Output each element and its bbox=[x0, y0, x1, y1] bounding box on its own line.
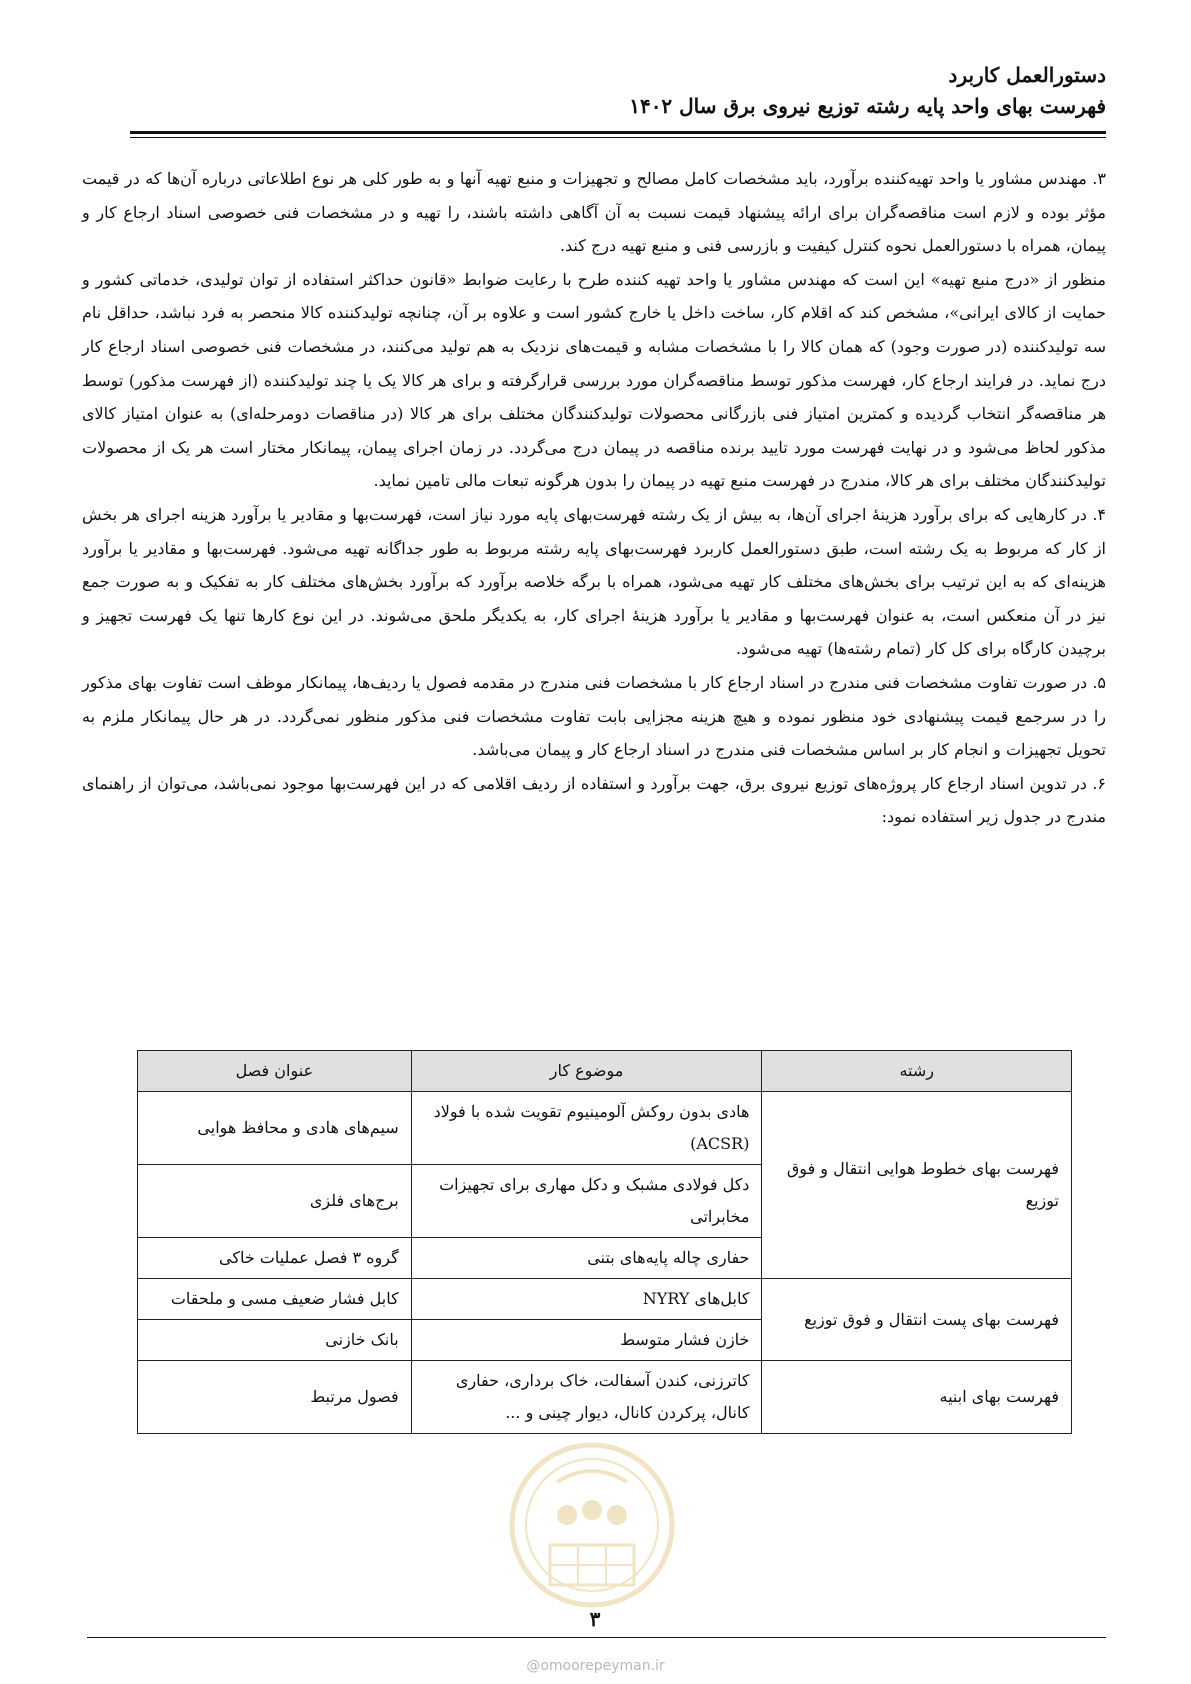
paragraph-3: ۳. مهندس مشاور یا واحد تهیه‌کننده برآورد، باید مشخصات کامل مصالح و تجهیزات و منبع تهیه آنها و به طور کلی هر نوع اطلاعاتی درباره آن‌ها که در قیمت مؤثر بوده و لازم است مناقصه‌گران برای ارائه پیشنهاد قیمت نسبت به آن آگاهی داشته باشند، را تهیه و در مشخصات فنی خصوصی اسناد ارجاع کار و پیمان، همراه با دستورالعمل نحوه کنترل کیفیت و بازرسی فنی و منبع تهیه درج کند. bbox=[82, 169, 1106, 256]
paragraph-6: ۶. در تدوین اسناد ارجاع کار پروژه‌های توزیع نیروی برق، جهت برآورد و استفاده از ردیف اقلامی که در این فهرست‌بها موجود نمی‌باشد، می‌توان از راهنمای مندرج در جدول زیر استفاده نمود: bbox=[82, 773, 1107, 827]
footer-rule bbox=[87, 1637, 1106, 1638]
chapter-cell: سیم‌های هادی و محافظ هوایی bbox=[138, 1092, 412, 1165]
guide-table bbox=[137, 1050, 1072, 1434]
subject-cell: خازن فشار متوسط bbox=[411, 1320, 762, 1361]
header-title: دستورالعمل کاربرد bbox=[948, 63, 1106, 87]
table-row bbox=[138, 1092, 1072, 1165]
paragraph-source-definition: منظور از «درج منبع تهیه» این است که مهندس مشاور یا واحد تهیه کننده طرح با رعایت ضوابط «قانون حداکثر استفاده از توان تولیدی، خدماتی کشور و حمایت از کالای ایرانی»، مشخص کند که اقلام کار، ساخت داخل یا خارج کشور است و علاوه بر آن، چنانچه تولیدکننده کالا منحصر به فرد نباشد، حداقل نام سه تولیدکننده (در صورت وجود) که همان کالا را با مشخصات مشابه و قیمت‌های نزدیک به هم تولید می‌کنند، در مشخصات فنی خصوصی اسناد ارجاع کار درج نماید. در فرایند ارجاع کار، فهرست مذکور توسط مناقصه‌گران مورد بررسی قرارگرفته و برای هر کالا یک یا چند تولیدکننده (از فهرست مذکور) توسط هر مناقصه‌گر انتخاب گردیده و کمترین امتیاز فنی بازرگانی محصولات تولیدکنندگان مختلف برای هر کالا (در مناقصات دومرحله‌ای) به عنوان امتیاز کالای مذکور لحاظ می‌شود و در نهایت فهرست مورد تایید برنده مناقصه در پیمان درج می‌گردد. در زمان اجرای پیمان، پیمانکار مختار است هر یک از محصولات تولیدکنندگان مختلف برای هر کالا، مندرج در فهرست منبع تهیه در پیمان را بدون هرگونه تبعات مالی تامین نماید. bbox=[82, 269, 1107, 491]
page-header bbox=[130, 60, 1106, 122]
chapter-cell: برج‌های فلزی bbox=[138, 1165, 412, 1238]
subject-cell: دکل فولادی مشبک و دکل مهاری برای تجهیزات مخابراتی bbox=[411, 1165, 762, 1238]
header-chapter: عنوان فصل bbox=[138, 1051, 412, 1092]
header-subtitle: فهرست بهای واحد پایه رشته توزیع نیروی برق سال ۱۴۰۲ bbox=[629, 94, 1106, 118]
subject-cell: کاترزنی، کندن آسفالت، خاک برداری، حفاری کانال، پرکردن کانال، دیوار چینی و ... bbox=[411, 1361, 762, 1434]
header-rule bbox=[130, 131, 1106, 134]
table-header-row bbox=[138, 1051, 1072, 1092]
field-cell: فهرست بهای ابنیه bbox=[762, 1361, 1072, 1434]
body-text bbox=[82, 162, 1106, 834]
chapter-cell: کابل فشار ضعیف مسی و ملحقات bbox=[138, 1279, 412, 1320]
seal-logo-icon bbox=[505, 1420, 680, 1630]
subject-cell: حفاری چاله پایه‌های بتنی bbox=[411, 1238, 762, 1279]
header-rule-thin bbox=[130, 137, 1106, 138]
header-subject: موضوع کار bbox=[411, 1051, 762, 1092]
watermark-text: @omoorepeyman.ir bbox=[526, 1658, 665, 1674]
chapter-cell: گروه ۳ فصل عملیات خاکی bbox=[138, 1238, 412, 1279]
paragraph-5: ۵. در صورت تفاوت مشخصات فنی مندرج در اسناد ارجاع کار با مشخصات فنی مندرج در مقدمه فصول یا ردیف‌ها، پیمانکار موظف است تفاوت بهای مذکور را در سرجمع قیمت پیشنهادی خود منظور نموده و هیچ هزینه مجزایی بابت تفاوت مشخصات فنی مذکور منظور نمی‌گردد. در هر حال پیمانکار ملزم به تحویل تجهیزات و انجام کار بر اساس مشخصات فنی مندرج در اسناد ارجاع کار و پیمان می‌باشد. bbox=[82, 672, 1106, 760]
subject-cell: هادی بدون روکش آلومینیوم تقویت شده با فولاد (ACSR) bbox=[411, 1092, 762, 1165]
paragraph-4: ۴. در کارهایی که برای برآورد هزینهٔ اجرای آن‌ها، به بیش از یک رشته فهرست‌بهای پایه مورد نیاز است، فهرست‌بها و مقادیر یا برآورد هزینه اجرای هر بخش از کار که مربوط به یک رشته است، طبق دستورالعمل کاربرد فهرست‌بهای پایه رشته مربوط به طور جداگانه تهیه می‌شود. فهرست‌بها و مقادیر یا برآورد هزینه‌ای که به این ترتیب برای بخش‌های مختلف کار تهیه می‌شود، همراه با برگه خلاصه برآورد که برآورد بخش‌های مختلف کار به تفکیک و به صورت جمع نیز در آن منعکس است، به عنوان فهرست‌بها و مقادیر یا برآورد هزینهٔ اجرای کار، به یکدیگر ملحق می‌شوند. در این نوع کارها تنها یک فهرست تجهیز و برچیدن کارگاه برای کل کار (تمام رشته‌ها) تهیه می‌شود. bbox=[82, 504, 1106, 659]
chapter-cell: بانک خازنی bbox=[138, 1320, 412, 1361]
field-cell: فهرست بهای پست انتقال و فوق توزیع bbox=[762, 1279, 1072, 1361]
field-cell: فهرست بهای خطوط هوایی انتقال و فوق توزیع bbox=[762, 1092, 1072, 1279]
subject-cell: کابل‌های NYRY bbox=[411, 1279, 762, 1320]
page-number: ۳ bbox=[589, 1607, 601, 1631]
header-field: رشته bbox=[762, 1051, 1072, 1092]
chapter-cell: فصول مرتبط bbox=[138, 1361, 412, 1434]
table-row bbox=[138, 1279, 1072, 1320]
